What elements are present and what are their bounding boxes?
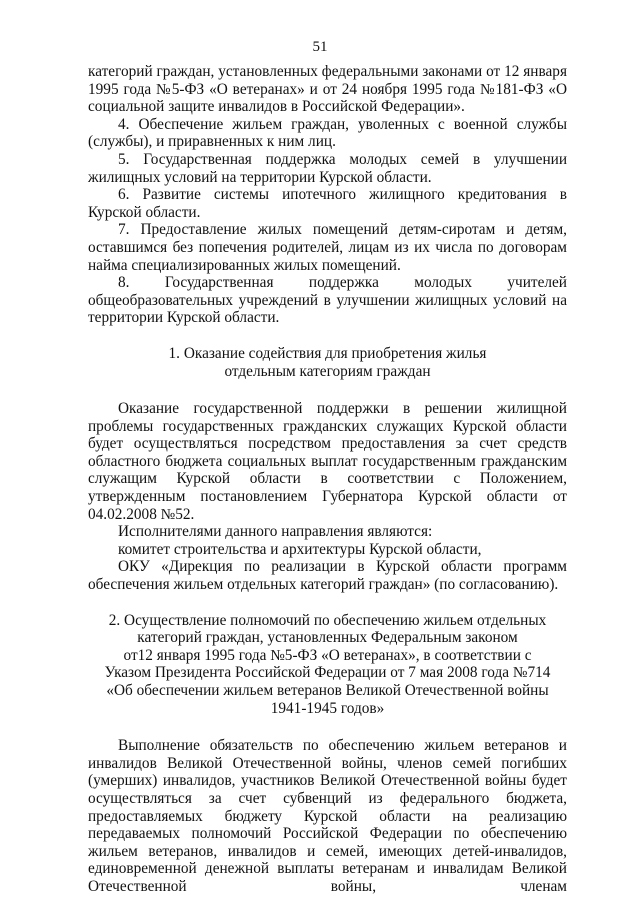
list-item-6: 6. Развитие системы ипотечного жилищного кредитования в Курской области.	[88, 186, 567, 221]
section-1-heading-line-1: 1. Оказание содействия для приобретения жилья	[168, 344, 487, 362]
list-item-5: 5. Государственная поддержка молодых семей в улучшении жилищных условий на территории Курской области.	[88, 150, 567, 186]
section-2-heading-line-4: Указом Президента Российской Федерации от 7 мая 2008 года №714	[104, 664, 551, 682]
section-1-paragraph-3: комитет строительства и архитектуры Курской области,	[118, 540, 482, 558]
section-2-heading-line-1: 2. Осуществление полномочий по обеспечению жильем отдельных	[108, 611, 547, 629]
section-1-heading-line-2: отдельным категориям граждан	[224, 362, 431, 380]
page-content	[88, 63, 567, 896]
section-2-heading-line-3: от12 января 1995 года №5-ФЗ «О ветеранах», в соответствии с	[123, 646, 532, 664]
section-1-heading	[88, 345, 567, 380]
section-1-paragraph-2: Исполнителями данного направления являются:	[118, 523, 433, 541]
section-2-heading	[88, 612, 567, 718]
paragraph-intro-continuation: категорий граждан, установленных федеральными законами от 12 января 1995 года №5-ФЗ «О ветеранах» и от 24 ноября 1995 года №181-ФЗ «О социальной защите инвалидов в Российской Федерации».	[88, 63, 567, 116]
list-item-7: 7. Предоставление жилых помещений детям-сиротам и детям, оставшимся без попечения родителей, лицам из их числа по договорам найма специализированных жилых помещений.	[88, 221, 567, 274]
section-2-heading-line-6: 1941-1945 годов»	[270, 699, 385, 717]
page-number: 51	[312, 39, 328, 55]
section-1-paragraph-4: ОКУ «Дирекция по реализации в Курской области программ обеспечения жильем отдельных категорий граждан» (по согласованию).	[88, 558, 567, 594]
list-item-4: 4. Обеспечение жильем граждан, уволенных с военной службы (службы), и приравненных к ним лиц.	[88, 115, 567, 151]
section-1-paragraph-1: Оказание государственной поддержки в решении жилищной проблемы государственных гражданских служащих Курской области будет осуществляться посредством предоставления за счет средств областного бюджета социальных выплат государственным гражданским служащим Курской области в соответствии с Положением, утвержденным постановлением Губернатора Курской области от 04.02.2008 №52.	[88, 400, 567, 523]
list-item-8: 8. Государственная поддержка молодых учителей общеобразовательных учреждений в улучшении жилищных условий на территории Курской области.	[88, 274, 567, 327]
section-2-heading-line-5: «Об обеспечении жильем ветеранов Великой Отечественной войны	[106, 682, 549, 699]
section-2-paragraph-1: Выполнение обязательств по обеспечению жильем ветеранов и инвалидов Великой Отечественной войны, членов семей погибших (умерших) инвалидов, участников Великой Отечественной войны будет осуществляться за счет субвенций из федерального бюджета, предоставляемых бюджету Курской области на реализацию передаваемых полномочий Российской Федерации по обеспечению жильем ветеранов, инвалидов и семей, имеющих детей-инвалидов, единовременной денежной выплаты ветеранам и инвалидам Великой Отечественной войны, членам	[88, 737, 567, 895]
section-2-heading-line-2: категорий граждан, установленных Федеральным законом	[137, 629, 518, 647]
